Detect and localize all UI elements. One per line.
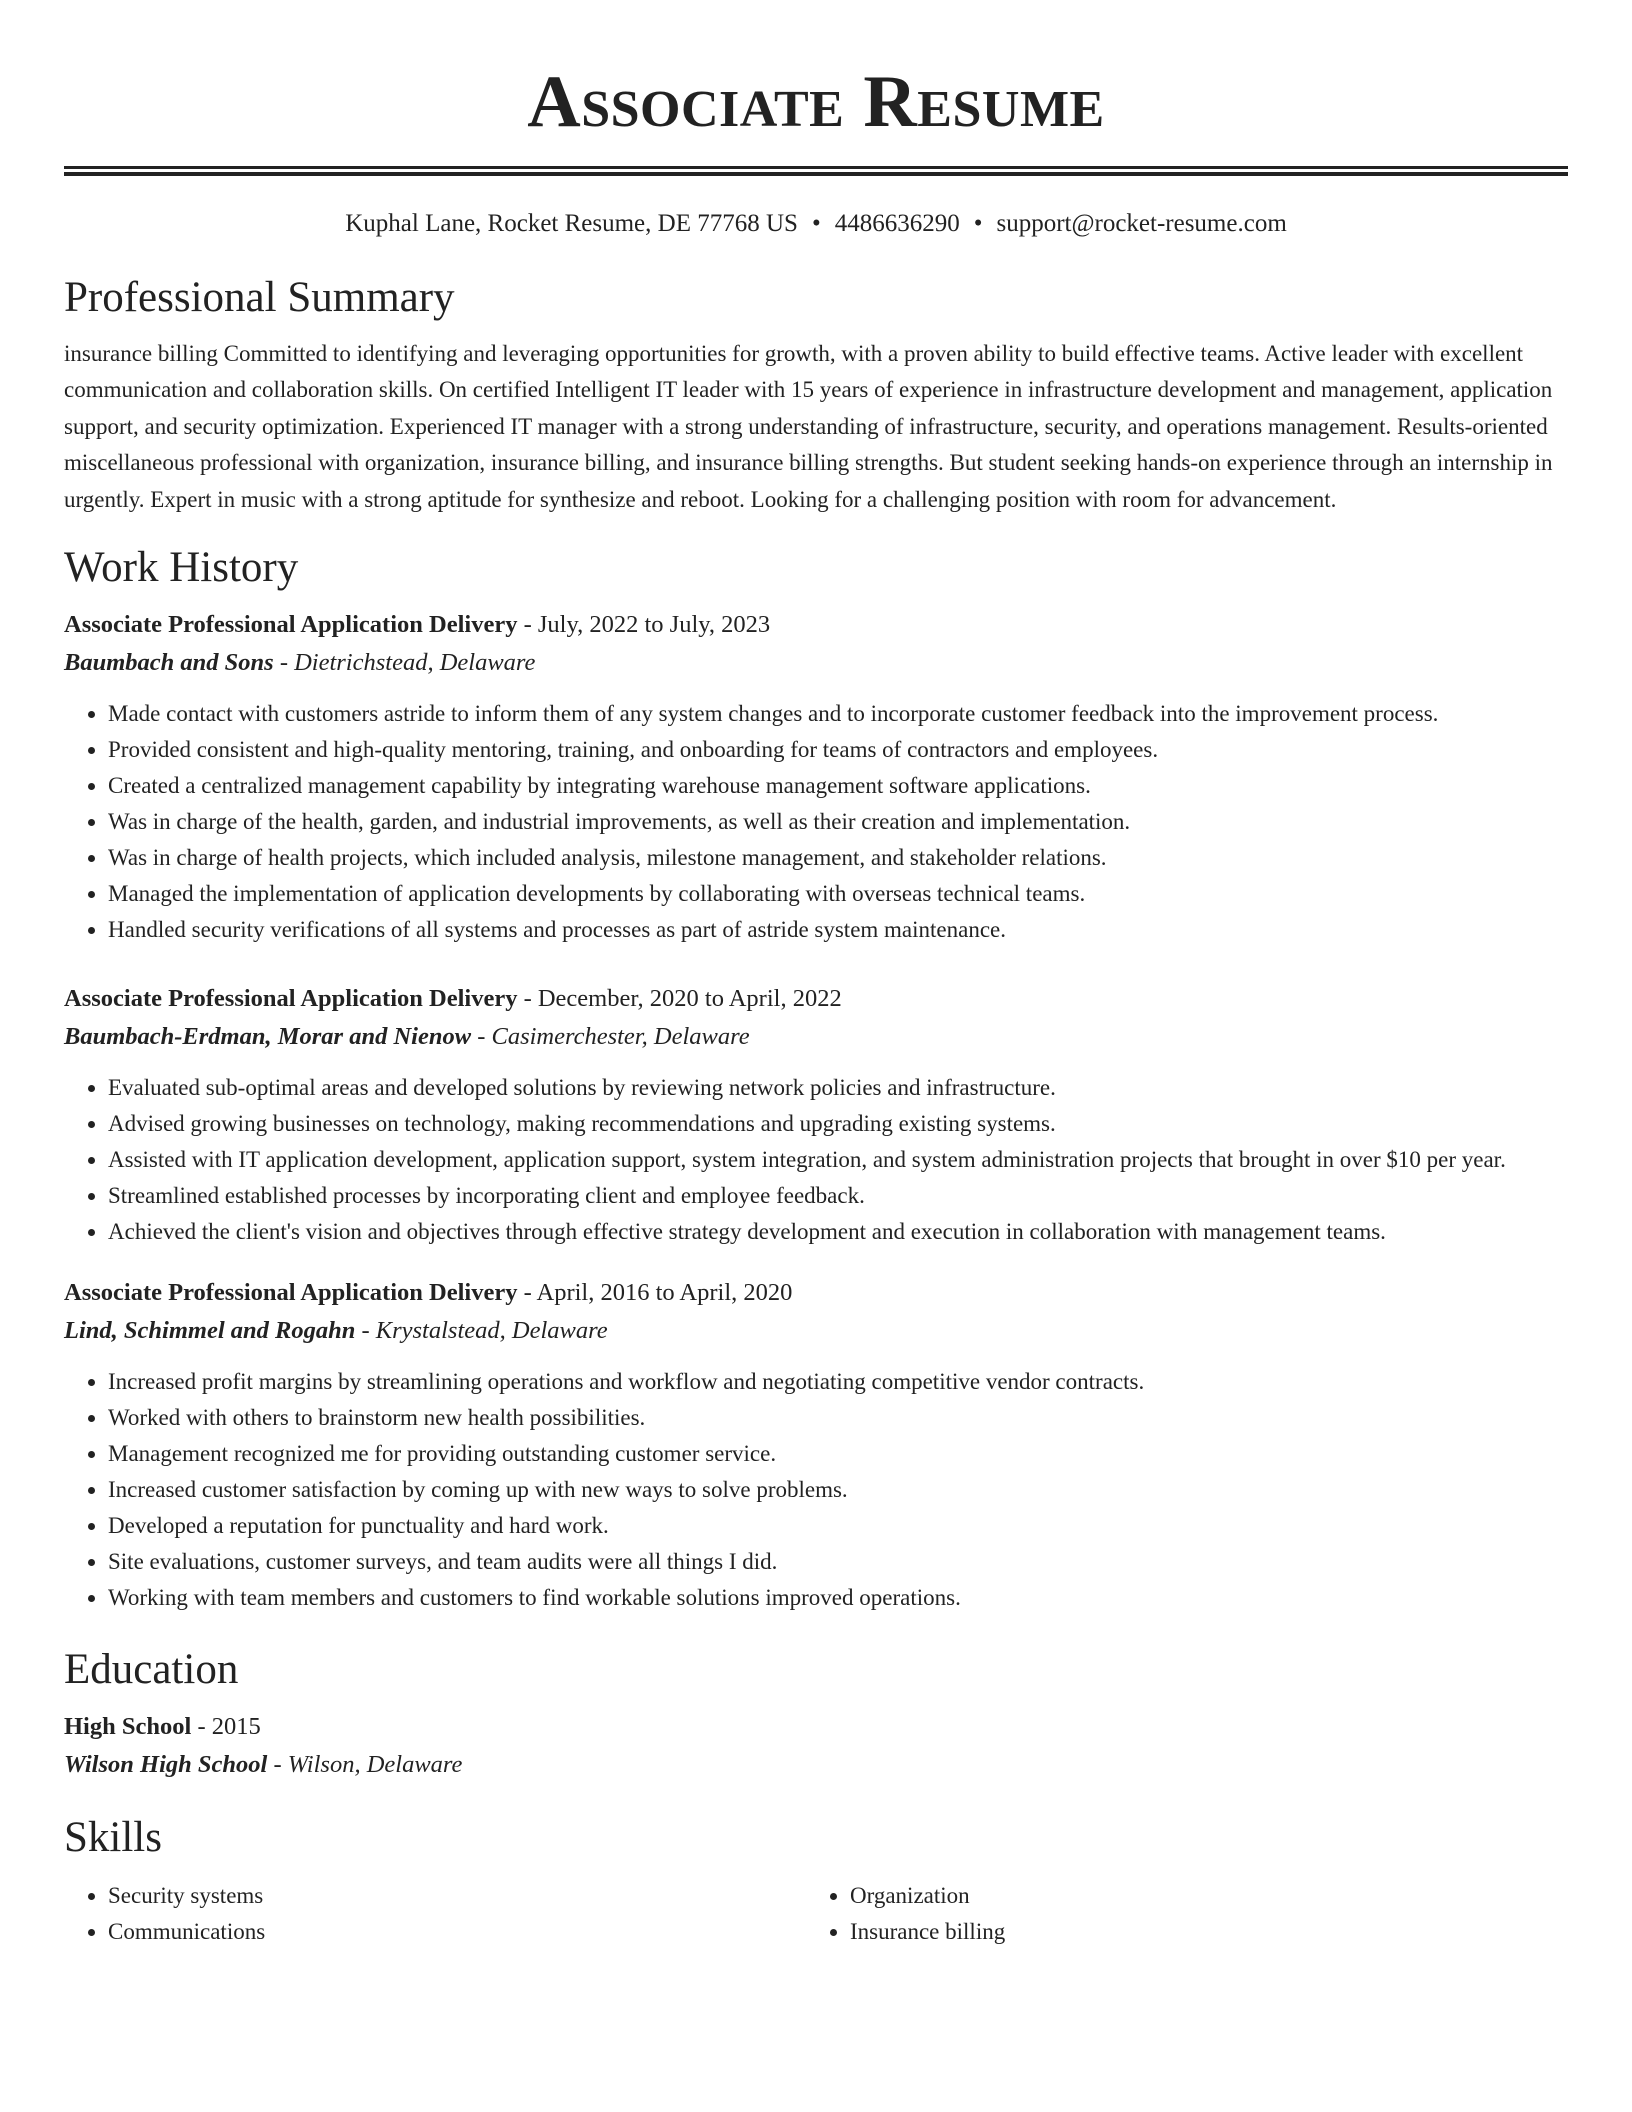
job-duty: • Management recognized me for providing outstanding customer service.	[108, 1436, 1568, 1472]
skills-column-right	[806, 1878, 1548, 1950]
job-company: Lind, Schimmel and Rogahn	[64, 1317, 356, 1345]
job-duties-list	[64, 696, 1568, 948]
job-duties-list	[64, 1364, 1568, 1616]
job-dates: - April, 2016 to April, 2020	[517, 1279, 793, 1307]
job-location: - Dietrichstead, Delaware	[273, 649, 536, 677]
contact-phone: 4486636290	[834, 210, 960, 237]
job-employer	[64, 1018, 1568, 1056]
job-role: Associate Professional Application Delivery	[64, 985, 518, 1013]
education-heading: Education	[64, 1646, 239, 1694]
job-location: - Casimerchester, Delaware	[471, 1023, 750, 1051]
skill-item: • Insurance billing	[850, 1914, 1548, 1950]
job-header	[64, 606, 1568, 644]
resume-title: Associate Resume	[527, 61, 1105, 143]
skills-list	[806, 1878, 1548, 1950]
skills-grid	[64, 1878, 1568, 1950]
job-duty: • Handled security verifications of all systems and processes as part of astride system maintenance.	[108, 912, 1568, 948]
title-divider	[64, 166, 1568, 176]
education-location: - Wilson, Delaware	[267, 1751, 463, 1779]
job-duty: • Increased customer satisfaction by coming up with new ways to solve problems.	[108, 1472, 1568, 1508]
job-duty: • Advised growing businesses on technology, making recommendations and upgrading existing systems.	[108, 1106, 1568, 1142]
contact-line	[64, 208, 1568, 240]
job-duty: • Managed the implementation of application developments by collaborating with overseas technical teams.	[108, 876, 1568, 912]
work-history-heading: Work History	[64, 544, 299, 592]
job-duty: • Assisted with IT application development, application support, system integration, and system administration projects that brought in over $10 per year.	[108, 1142, 1568, 1178]
skills-column-left	[64, 1878, 806, 1950]
education-degree: High School	[64, 1713, 192, 1741]
job-company: Baumbach and Sons	[64, 649, 274, 677]
job-duty: • Site evaluations, customer surveys, and team audits were all things I did.	[108, 1544, 1568, 1580]
job-entry	[64, 980, 1568, 1250]
job-role: Associate Professional Application Delivery	[64, 611, 518, 639]
job-employer	[64, 1312, 1568, 1350]
job-duty: • Was in charge of health projects, which included analysis, milestone management, and stakeholder relations.	[108, 840, 1568, 876]
job-entry	[64, 1274, 1568, 1616]
job-duty: • Streamlined established processes by incorporating client and employee feedback.	[108, 1178, 1568, 1214]
contact-email: support@rocket-resume.com	[996, 210, 1287, 237]
summary-heading: Professional Summary	[64, 274, 455, 321]
job-duty: • Was in charge of the health, garden, and industrial improvements, as well as their creation and implementation.	[108, 804, 1568, 840]
job-duty: • Increased profit margins by streamlining operations and workflow and negotiating competitive vendor contracts.	[108, 1364, 1568, 1400]
skill-item: • Organization	[850, 1878, 1548, 1914]
education-school: Wilson High School	[64, 1751, 268, 1779]
job-duty: • Achieved the client's vision and objectives through effective strategy development and execution in collaboration with management teams.	[108, 1214, 1568, 1250]
skills-list	[64, 1878, 806, 1950]
job-duty: • Working with team members and customers to find workable solutions improved operations.	[108, 1580, 1568, 1616]
education-institution	[64, 1746, 1568, 1784]
job-duty: • Evaluated sub-optimal areas and developed solutions by reviewing network policies and infrastructure.	[108, 1070, 1568, 1106]
job-header	[64, 980, 1568, 1018]
job-duty: • Provided consistent and high-quality mentoring, training, and onboarding for teams of contractors and employees.	[108, 732, 1568, 768]
job-duty: • Worked with others to brainstorm new health possibilities.	[108, 1400, 1568, 1436]
skill-item: • Security systems	[108, 1878, 806, 1914]
summary-text: insurance billing Committed to identifying and leveraging opportunities for growth, with a proven ability to build effective teams. Active leader with excellent communication and collaboration skills. On certified Intelligent IT leader with 15 years of experience in infrastructure development and management, application support, and security optimization. Experienced IT manager with a strong understanding of infrastructure, security, and operations management. Results-oriented miscellaneous professional with organization, insurance billing, and insurance billing strengths. But student seeking hands-on experience through an internship in urgently. Expert in music with a strong aptitude for synthesize and reboot. Looking for a challenging position with room for advancement.	[64, 341, 1553, 512]
job-header	[64, 1274, 1568, 1312]
contact-separator: •	[973, 210, 983, 237]
job-duty: • Created a centralized management capability by integrating warehouse management software applications.	[108, 768, 1568, 804]
contact-address: Kuphal Lane, Rocket Resume, DE 77768 US	[345, 210, 798, 237]
education-entry	[64, 1708, 1568, 1784]
job-location: - Krystalstead, Delaware	[355, 1317, 608, 1345]
job-duty: • Developed a reputation for punctuality and hard work.	[108, 1508, 1568, 1544]
job-duties-list	[64, 1070, 1568, 1250]
job-duty: • Made contact with customers astride to inform them of any system changes and to incorporate customer feedback into the improvement process.	[108, 696, 1568, 732]
job-company: Baumbach-Erdman, Morar and Nienow	[64, 1023, 472, 1051]
job-dates: - July, 2022 to July, 2023	[517, 611, 771, 639]
job-dates: - December, 2020 to April, 2022	[517, 985, 842, 1013]
skill-item: • Communications	[108, 1914, 806, 1950]
education-year: - 2015	[191, 1713, 261, 1741]
contact-separator: •	[811, 210, 821, 237]
job-role: Associate Professional Application Delivery	[64, 1279, 518, 1307]
skills-heading: Skills	[64, 1814, 162, 1862]
job-entry	[64, 606, 1568, 948]
education-header	[64, 1708, 1568, 1746]
job-employer	[64, 644, 1568, 682]
